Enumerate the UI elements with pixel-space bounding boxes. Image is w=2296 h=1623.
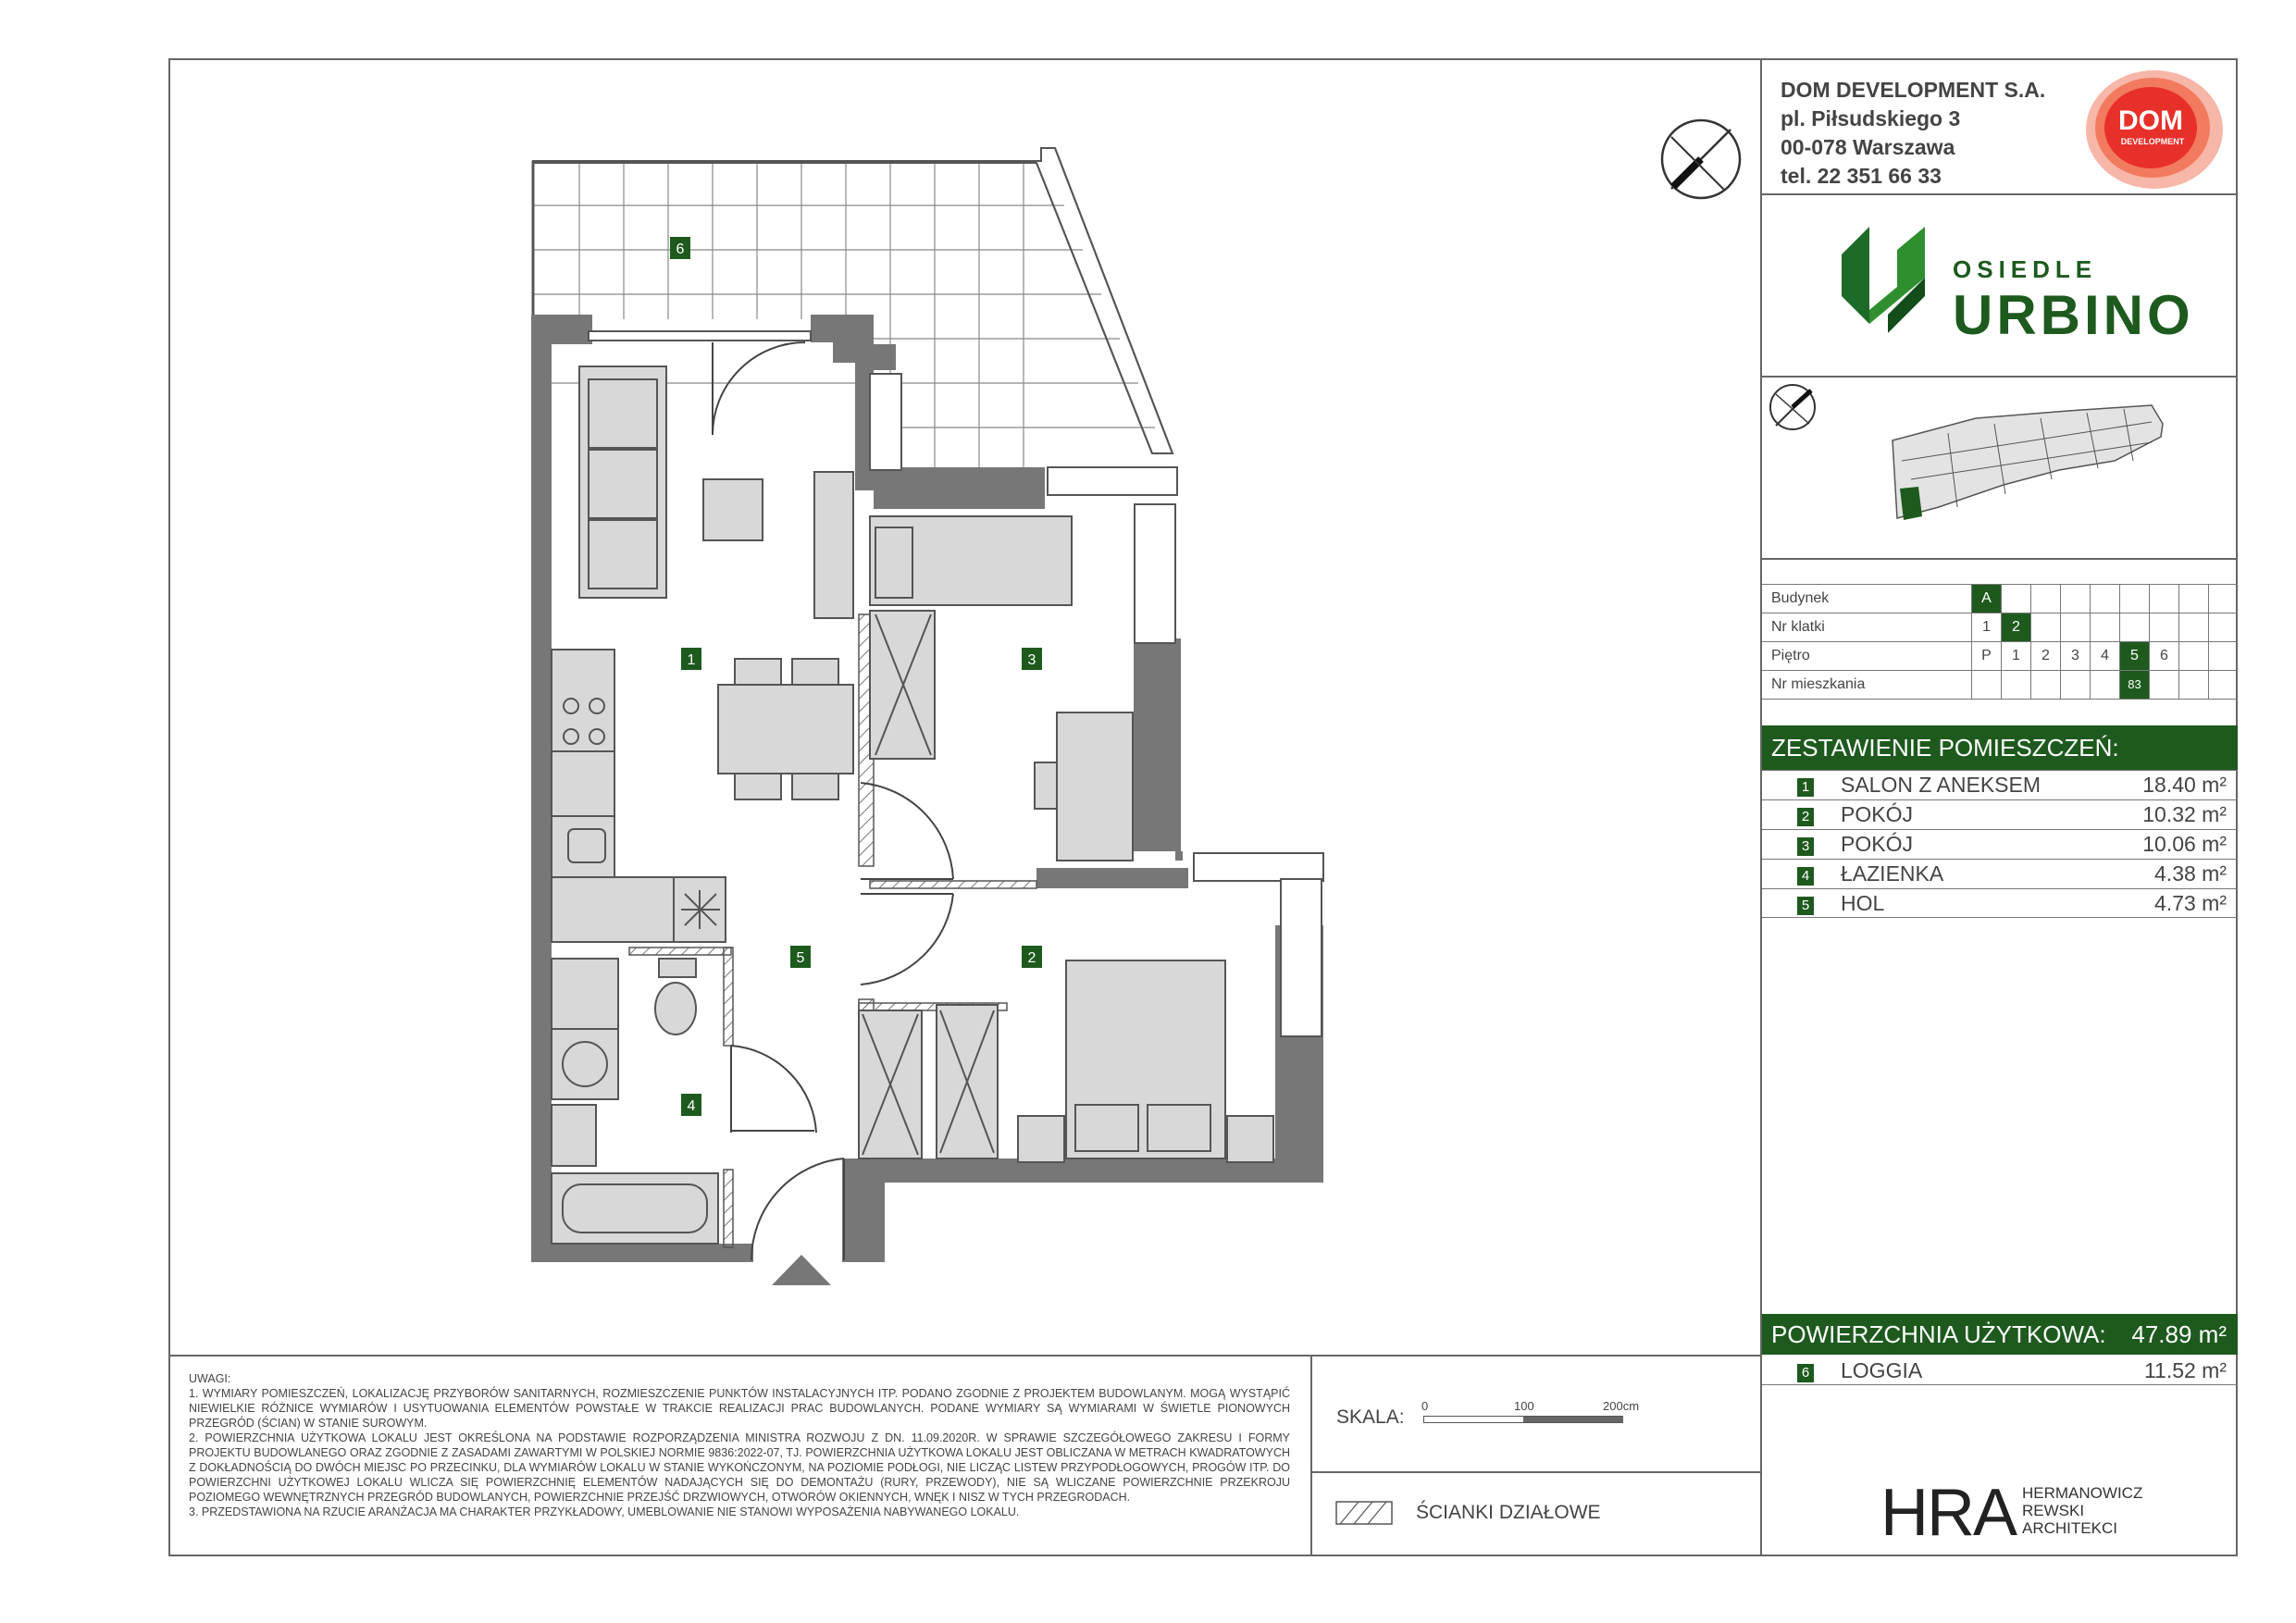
plan-label-3: 3 [1027,652,1036,668]
architect-mark: HRA [1880,1476,2017,1550]
company-address2: 00-078 Warszawa [1781,135,1955,159]
note-item: 1. WYMIARY POMIESZCZEŃ, LOKALIZACJĘ PRZYBORÓW SANITARNYCH, ROZMIESZCZENIE PUNKTÓW INSTALACYJNYCH ITP. PODANO ZGODNIE Z PROJEKTEM BUDOWLANYM. MOGĄ WYSTĄPIĆ NIEWIELKIE RÓŻNICE WYMIARÓW I USYTUOWANIA ELEMENTÓW POWSTAŁE W TRAKCIE REALIZACJI PRAC BUDOWLANYCH. PODANE WYMIARY SĄ WYMIARAMI W ŚWIETLE PIONOWYCH PRZEGRÓD (ŚCIAN) W STANIE SUROWYM. [189,1387,1290,1430]
grid-cell-floor-1: 1 [2001,642,2030,671]
grid-cell [2208,613,2238,642]
legend-partitions: ŚCIANKI DZIAŁOWE [1416,1502,1601,1523]
divider-company [1762,193,2238,195]
rooms-title: ZESTAWIENIE POMIESZCZEŃ: [1762,725,2238,770]
notes-title: UWAGI: [189,1372,231,1385]
grid-cell [2149,671,2178,700]
grid-cell-floor-6: 6 [2149,642,2178,671]
grid-cell-floor-2: 2 [2030,642,2060,671]
floor-plan [518,120,1351,1286]
grid-cell [2090,613,2119,642]
usable-area-value: 47.89 m² [2131,1320,2227,1348]
desk [1057,712,1133,861]
room-name: LOGGIA [1841,1358,1923,1382]
room-name: HOL [1841,891,1885,915]
room-area: 18.40 m² [2142,773,2227,797]
room-row-3 [1762,829,2238,859]
room-area: 4.38 m² [2154,861,2227,886]
divider-legend [1310,1471,1762,1473]
grid-cell-staircase-2: 2 [2001,613,2030,642]
note-item: 2. POWIERZCHNIA UŻYTKOWA LOKALU JEST OKREŚLONA NA PODSTAWIE ROZPORZĄDZENIA MINISTRA ROZWOJU Z DN. 11.09.2020R. W SPRAWIE SZCZEGÓŁOWEGO ZAKRESU I FORMY PROJEKTU BUDOWLANEGO ORAZ ZGODNIE Z ZASADAMI ZAWARTYMI W POLSKIEJ NORMIE 9836:2022-07, TJ. POWIERZCHNIA UŻYTKOWA LOKALU JEST OBLICZANA W METRACH KWADRATOWYCH Z DOKŁADNOŚCIĄ DO DWÓCH MIEJSC PO PRZECINKU, DLA WYMIARÓW LOKALU W STANIE WYKOŃCZONYM, NA POZIOMIE PODŁOGI, NIE LICZĄC LISTEW PRZYPODŁOGOWYCH, PROGÓW ITP. DO POWIERZCHNI UŻYTKOWEJ LOKALU WLICZA SIĘ POWIERZCHNIĘ ELEMENTÓW NADAJĄCYCH SIĘ DO DEMONTAŻU (RURY, PRZEWODY), NIE SĄ WLICZANE POWIERZCHNIE PRZEKROJU POZIOMEGO WEWNĘTRZNYCH PRZEGRÓD BUDOWLANYCH, POWIERZCHNIE PRZEJŚĆ DRZWIOWYCH, OTWORÓW OKIENNYCH, WNĘK I NISZ W TYCH PRZEGRODACH. [189,1431,1290,1504]
dom-development-logo [2082,67,2226,192]
room-num: 1 [1797,778,1814,797]
room-num: 5 [1797,897,1814,915]
grid-cell [2001,671,2030,700]
dining-table [718,685,853,774]
grid-row-staircase [1762,613,2238,641]
plan-label-6: 6 [676,242,685,257]
room-area: 10.06 m² [2142,832,2227,856]
grid-cell-apartment-83: 83 [2119,671,2149,700]
grid-label-building: Budynek [1771,590,1830,606]
divider-notes [168,1355,1762,1357]
grid-cell [2178,585,2208,613]
company-address1: pl. Piłsudskiego 3 [1781,106,1961,130]
divider-scale [1310,1355,1312,1556]
grid-label-apartment: Nr mieszkania [1771,676,1866,692]
grid-bottom [1762,699,2238,700]
grid-row-building [1762,584,2238,613]
room-row-2 [1762,799,2238,829]
divider-site [1762,558,2238,560]
north-arrow-icon [1657,115,1745,204]
coffee-table [703,479,763,540]
estate-line2: URBINO [1953,284,2194,346]
company-phone: tel. 22 351 66 33 [1781,164,1942,188]
architect-line2: REWSKI [2022,1502,2085,1519]
scale-tick-200: 200cm [1603,1399,1640,1413]
architect-line3: ARCHITEKCI [2022,1519,2117,1537]
grid-cell [2149,585,2178,613]
grid-cell-floor-5: 5 [2119,642,2149,671]
grid-label-staircase: Nr klatki [1771,619,1825,635]
grid-cell-floor-3: 3 [2060,642,2090,671]
company-name: DOM DEVELOPMENT S.A. [1781,78,2046,102]
room-row-1 [1762,770,2238,799]
grid-cell [2208,671,2238,700]
architect-line1: HERMANOWICZ [2022,1484,2143,1502]
grid-row-apartment [1762,670,2238,699]
grid-cell [1971,671,2001,700]
grid-cell [2001,585,2030,613]
washing-machine [552,1029,618,1099]
note-item: 3. PRZEDSTAWIONA NA RZUCIE ARANŻACJA MA CHARAKTER PRZYKŁADOWY, UMEBLOWANIE NIE STANOWI WYPOSAŻENIA NABYWANEGO LOKALU. [189,1505,1020,1518]
room-num: 4 [1797,867,1814,886]
estate-line1: OSIEDLE [1953,255,2098,283]
partition-hatch-icon [1335,1501,1393,1525]
architect-name [2022,1484,2142,1537]
room-area: 4.73 m² [2154,891,2227,915]
grid-cell [2208,585,2238,613]
notes-block [189,1371,1290,1519]
grid-cell [2030,671,2060,700]
grid-label-floor: Piętro [1771,648,1810,663]
grid-row-floor [1762,641,2238,670]
urbino-logo-mark [1832,222,1943,342]
scale-bar [1423,1416,1623,1423]
room-name: ŁAZIENKA [1841,861,1944,886]
grid-cell-staircase-1: 1 [1971,613,2001,642]
scale-tick-100: 100 [1514,1399,1534,1413]
grid-cell [2208,642,2238,671]
toilet [655,983,696,1035]
grid-cell [2090,585,2119,613]
scale-tick-0: 0 [1421,1399,1429,1413]
grid-cell [2119,585,2149,613]
divider-loggia [1762,1384,2238,1385]
plan-label-2: 2 [1027,950,1036,966]
plan-label-5: 5 [796,950,805,966]
room-name: POKÓJ [1841,832,1913,856]
logo-text-dom: DOM [2118,105,2183,136]
plan-label-1: 1 [687,652,696,668]
grid-cell [2060,613,2090,642]
grid-cell [2030,585,2060,613]
room-name: POKÓJ [1841,802,1913,826]
room-area: 11.52 m² [2143,1358,2227,1382]
room-row-5 [1762,888,2238,918]
grid-cell-floor-4: 4 [2090,642,2119,671]
grid-cell-building-a: A [1971,585,2001,613]
grid-cell [2060,585,2090,613]
usable-area-label: POWIERZCHNIA UŻYTKOWA: [1771,1320,2106,1348]
tv-cabinet [814,472,853,618]
grid-cell-floor-p: P [1971,642,2001,671]
room-row-4 [1762,859,2238,888]
grid-cell [2119,613,2149,642]
entrance-marker [772,1255,831,1285]
logo-text-development: DEVELOPMENT [2120,137,2185,146]
grid-cell [2178,613,2208,642]
room-area: 10.32 m² [2142,802,2227,826]
site-key-plan [1763,378,2237,558]
grid-cell [2060,671,2090,700]
site-selected-building [1900,487,1922,520]
scale-label: SKALA: [1336,1406,1405,1428]
grid-cell [2149,613,2178,642]
company-info [1781,76,2045,191]
grid-cell [2030,613,2060,642]
grid-cell [2178,671,2208,700]
usable-area-bar [1762,1314,2238,1355]
grid-cell [2178,642,2208,671]
plan-label-4: 4 [687,1098,696,1114]
room-name: SALON Z ANEKSEM [1841,773,2042,797]
grid-cell [2090,671,2119,700]
room-num: 2 [1797,808,1814,826]
room-num: 3 [1797,837,1814,856]
loggia-row [1762,1357,2238,1386]
room-num: 6 [1797,1364,1814,1382]
